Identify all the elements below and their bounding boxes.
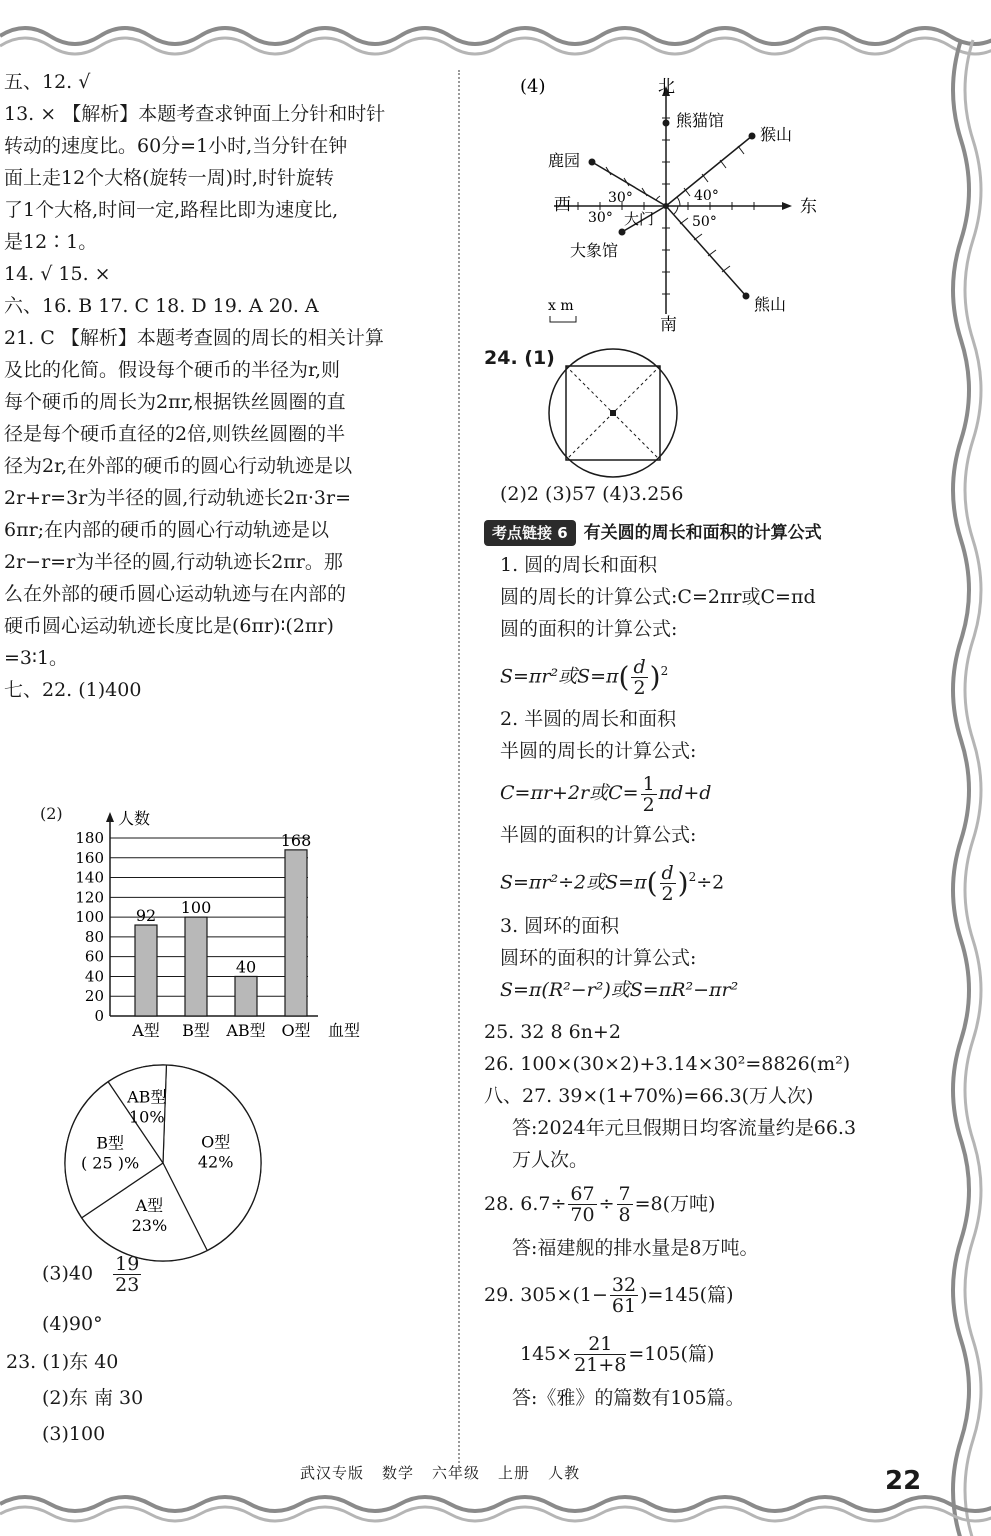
answer-22-4: (4)90° (42, 1313, 103, 1335)
formula-area: S=πr²或S=π( $\frac{d}{2}$ )$^2$ (500, 655, 669, 699)
elephant-label: 大象馆 (570, 241, 619, 260)
y-axis-arrow-icon (106, 812, 114, 822)
bar (285, 850, 307, 1016)
formula-area-label: 圆的面积的计算公式: (500, 618, 678, 640)
y-tick-label: 20 (84, 987, 104, 1006)
y-tick-label: 100 (75, 908, 104, 927)
answer-28-reply: 答:福建舰的排水量是8万吨。 (512, 1236, 759, 1259)
gate-point (663, 203, 669, 209)
ring-area-label: 圆环的面积的计算公式: (500, 946, 697, 969)
pie-slice-percent: ( 25 )% (80, 1153, 140, 1173)
denominator: 8 (618, 1204, 631, 1227)
right-column-text (484, 478, 932, 1414)
panda-point (663, 120, 670, 127)
blood-type-pie-chart (58, 1058, 268, 1268)
answer-21: 21. C 【解析】本题考查圆的周长的相关计算 (4, 327, 384, 349)
answer-22-1: 七、22. (1)400 (4, 679, 142, 701)
semicircle-area: S=πr²÷2或S=π( $\frac{d}{2}$ )$^2$÷2 (500, 862, 725, 906)
answer-22-3-fraction (113, 1254, 141, 1295)
answer-23-3: (3)100 (42, 1423, 106, 1445)
footer-subject: 数学 (382, 1464, 415, 1482)
category-label: A型 (132, 1021, 160, 1040)
page-number: 22 (885, 1466, 922, 1496)
left-column (4, 66, 444, 706)
bar-value-label: 168 (280, 830, 312, 850)
angle-30-lower: 30° (588, 210, 613, 226)
right-wave-border (931, 0, 991, 1536)
bar (185, 917, 207, 1016)
fraction (574, 1334, 626, 1375)
answer-27: 八、27. 39×(1+70%)=66.3(万人次) (484, 1084, 814, 1107)
formula-text: πd+d (658, 782, 712, 805)
north-label: 北 (658, 77, 675, 97)
elephant-point (619, 229, 626, 236)
fraction (610, 1275, 638, 1316)
exponent: 2 (688, 870, 697, 885)
blood-type-bar-chart (60, 800, 390, 1050)
numerator: d (633, 655, 646, 678)
answer-21-line: 每个硬币的周长为2πr,根据铁丝圆圈的直 (4, 391, 346, 413)
denominator: 23 (115, 1274, 140, 1296)
numerator: 1 (642, 772, 655, 795)
pie-slice-percent: 23% (131, 1216, 168, 1236)
denominator: 2 (633, 676, 646, 699)
y-tick-label: 160 (75, 848, 104, 867)
angle-30-upper: 30° (608, 190, 633, 206)
answer-25: 25. 32 8 6n+2 (484, 1020, 621, 1043)
formula-text: S=πr²÷2或S=π (500, 871, 647, 894)
page-footer (300, 1462, 598, 1483)
zoo-direction-map (484, 66, 834, 346)
y-tick-label: 180 (75, 829, 104, 847)
formula-area-text: S=πr²或S=π (500, 665, 619, 688)
pie-slice-percent: 10% (129, 1107, 165, 1127)
answer-22-3 (42, 1254, 342, 1295)
south-label: 南 (660, 315, 677, 335)
monkey-label: 猴山 (760, 125, 793, 144)
answer-23-1: 23. (1)东 40 (6, 1351, 119, 1373)
answer-29-step2 (484, 1326, 932, 1382)
answer-12: 五、12. √ (4, 71, 91, 93)
pie-slice-label: AB型 (127, 1087, 167, 1107)
answer-28 (484, 1176, 932, 1232)
formula-text: =105(篇) (628, 1342, 715, 1365)
ring-area-formula: S=π(R²−r²)或S=πR²−πr² (500, 978, 739, 1001)
y-tick-label: 120 (75, 888, 104, 907)
footer-region: 武汉专版 (300, 1464, 365, 1482)
y-tick-label: 80 (84, 927, 104, 946)
answer-14-15: 14. √ 15. × (4, 263, 111, 285)
exponent: 2 (660, 664, 669, 678)
answer-16-20: 六、16. B 17. C 18. D 19. A 20. A (4, 295, 319, 317)
formula-text: C=πr+2r或C= (500, 782, 639, 805)
footer-edition: 人教 (548, 1464, 581, 1482)
pie-slice-label: A型 (135, 1196, 164, 1216)
monkey-point (749, 133, 756, 140)
y-tick-label: 0 (94, 1007, 104, 1025)
bar-value-label: 100 (180, 898, 212, 918)
answer-21-line: 6πr;在内部的硬币的圆心行动轨迹是以 (4, 519, 330, 541)
numerator: 32 (611, 1274, 637, 1297)
west-label: 西 (554, 195, 571, 215)
formula-text: 145× (520, 1342, 573, 1365)
formula-text: ÷2 (696, 871, 725, 894)
formula-text: =8(万吨) (634, 1192, 716, 1215)
answer-29-reply: 答:《雅》的篇数有105篇。 (512, 1386, 745, 1409)
answer-13-line: 是12∶1。 (4, 231, 98, 253)
answer-29 (484, 1264, 932, 1326)
answer-26: 26. 100×(30×2)+3.14×30²=8826(m²) (484, 1052, 851, 1075)
knowledge-link-tag: 考点链接 6 (484, 520, 576, 546)
numerator: 19 (115, 1253, 140, 1275)
footer-grade: 六年级 (432, 1464, 481, 1482)
semicircle-circumference-label: 半圆的周长的计算公式: (500, 740, 697, 763)
numerator: d (661, 862, 674, 885)
answer-24-1-label: 24. (1) (484, 347, 555, 369)
answer-21-line: 2r+r=3r为半径的圆,行动轨迹长2π·3r= (4, 487, 352, 509)
answer-23-2: (2)东 南 30 (42, 1387, 144, 1409)
answer-21-line: 么在外部的硬币圆心运动轨迹与在内部的 (4, 583, 347, 605)
category-label: B型 (182, 1021, 210, 1040)
fraction (568, 1184, 596, 1225)
denominator: 2 (642, 793, 655, 816)
gate-label: 大门 (624, 210, 655, 228)
answer-21-line: 径是每个硬币直径的2倍,则铁丝圆圈的半 (4, 423, 346, 445)
denominator: 2 (661, 883, 674, 906)
answer-13-line: 了1个大格,时间一定,路程比即为速度比, (4, 199, 339, 221)
answer-21-line: =3∶1。 (4, 647, 69, 669)
fraction (641, 774, 657, 815)
knowledge-link-header (484, 516, 932, 549)
semicircle-circumference (484, 767, 932, 819)
column-divider (458, 70, 460, 1470)
answer-21-line: 硬币圆心运动轨迹长度比是(6πr)∶(2πr) (4, 615, 334, 637)
bar (135, 925, 157, 1016)
bar-value-label: 40 (235, 957, 257, 977)
bar (235, 976, 257, 1016)
direction-ticks (606, 146, 744, 272)
formula-heading-2: 2. 半圆的周长和面积 (500, 708, 677, 731)
panda-label: 熊猫馆 (676, 111, 725, 130)
answer-13-line: 转动的速度比。60分=1小时,当分针在钟 (4, 135, 348, 157)
scale-label: x m (548, 298, 574, 314)
answer-27-reply: 答:2024年元旦假期日均客流量约是66.3 (512, 1116, 857, 1139)
bear-point (743, 293, 750, 300)
denominator: 61 (611, 1295, 637, 1318)
bottom-wave-border (0, 1484, 991, 1534)
fraction (660, 863, 676, 904)
formula-circumference: 圆的周长的计算公式:C=2πr或C=πd (500, 586, 816, 608)
x-axis-label: 血型 (328, 1021, 361, 1040)
answer-24-2-4: (2)2 (3)57 (4)3.256 (500, 483, 684, 505)
y-tick-label: 60 (84, 947, 104, 966)
answer-22-2-label: (2) (40, 804, 63, 823)
angle-50: 50° (692, 214, 717, 230)
answer-27-reply-cont: 万人次。 (512, 1148, 589, 1171)
y-axis-label: 人数 (118, 809, 151, 828)
scale-bar (550, 316, 576, 322)
pie-slice-percent: 42% (197, 1152, 234, 1172)
pie-slice-label: B型 (96, 1133, 124, 1153)
category-label: O型 (281, 1021, 311, 1040)
numerator: 21 (574, 1334, 626, 1355)
answer-21-line: 径为2r,在外部的硬币的圆心行动轨迹是以 (4, 455, 353, 477)
east-arrow-icon (782, 202, 792, 210)
numerator: 7 (618, 1183, 631, 1206)
denominator: 70 (570, 1204, 595, 1227)
semicircle-area-label: 半圆的面积的计算公式: (500, 824, 697, 847)
east-label: 东 (800, 197, 817, 217)
fraction (617, 1184, 633, 1225)
fraction (631, 657, 647, 698)
deer-label: 鹿园 (548, 151, 581, 170)
formula-text: 28. 6.7÷ (484, 1192, 567, 1215)
footer-term: 上册 (498, 1464, 531, 1482)
formula-text: ÷ (598, 1192, 615, 1215)
answer-13-line: 面上走12个大格(旋转一周)时,时针旋转 (4, 167, 335, 189)
formula-heading-3: 3. 圆环的面积 (500, 914, 620, 937)
formula-text: 29. 305×(1− (484, 1283, 608, 1306)
answer-21-line: 2r−r=r为半径的圆,行动轨迹长2πr。那 (4, 551, 343, 573)
formula-heading-1: 1. 圆的周长和面积 (500, 554, 658, 576)
answer-21-line: 及比的化简。假设每个硬币的半径为r,则 (4, 359, 341, 381)
angle-40: 40° (694, 188, 719, 204)
top-wave-border (0, 8, 991, 62)
bar-value-label: 92 (135, 906, 157, 926)
y-tick-label: 40 (84, 967, 104, 986)
answer-24-1 (484, 342, 555, 374)
pie-slice-label: O型 (201, 1132, 231, 1152)
formula-text: )=145(篇) (640, 1283, 734, 1306)
numerator: 67 (570, 1183, 595, 1206)
denominator: 21+8 (574, 1354, 627, 1377)
circle-square-figure (546, 346, 680, 480)
answer-13: 13. × 【解析】本题考查求钟面上分针和时针 (4, 103, 386, 125)
category-label: AB型 (226, 1021, 266, 1040)
answer-22-3-value: (3)40 (42, 1262, 94, 1285)
map-part-label: (4) (520, 76, 546, 97)
bear-label: 熊山 (754, 295, 787, 314)
knowledge-link-title: 有关圆的周长和面积的计算公式 (583, 523, 822, 543)
deer-point (589, 159, 596, 166)
y-tick-label: 140 (75, 868, 104, 887)
